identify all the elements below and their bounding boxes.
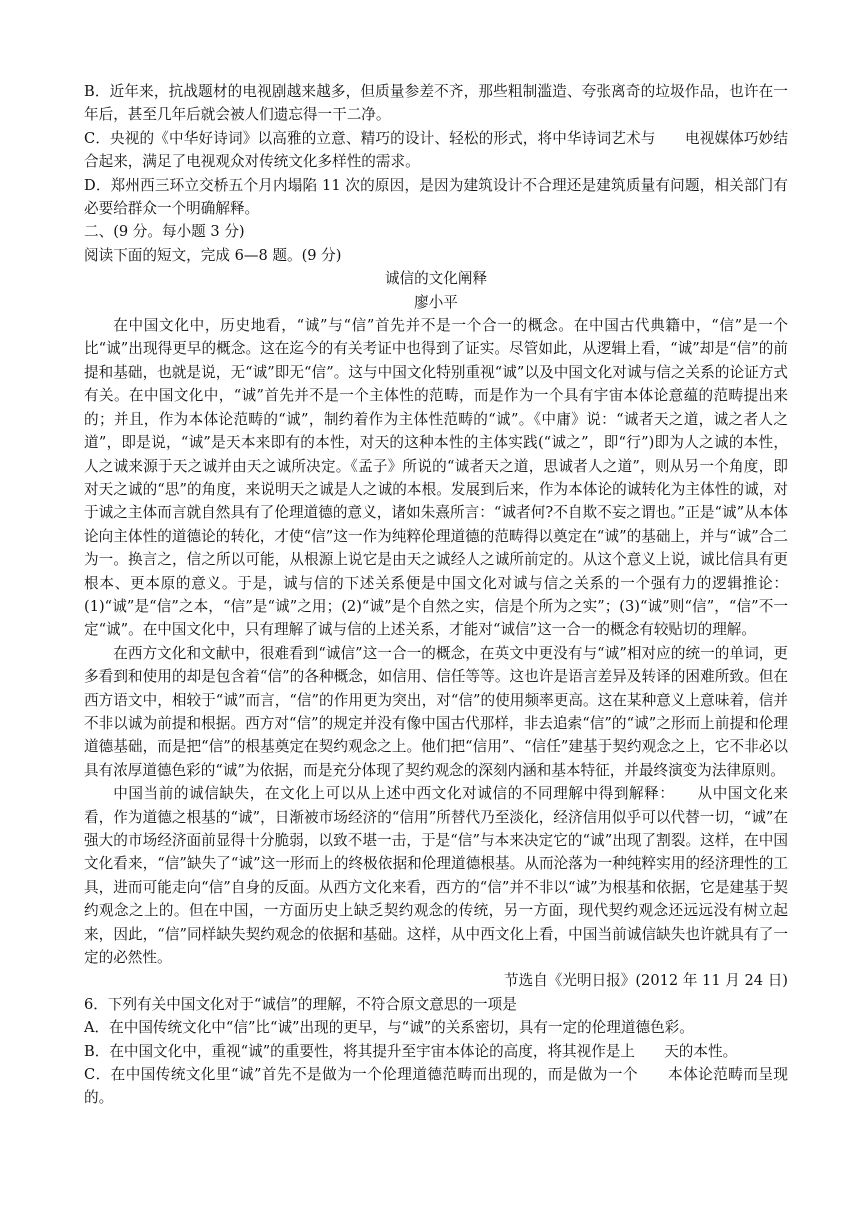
article-paragraph-3: 中国当前的诚信缺失，在文化上可以从上述中西文化对诚信的不同理解中得到解释： 从中国文化来看，作为道德之根基的“诚”，日渐被市场经济的“信用”所替代乃至淡化，经济信用似乎可以代替一切，“诚”在强大的市场经济面前显得十分脆弱，以致不堪一击，于是“信”与本来决定它的“诚”出现了割裂。这样，在中国文化看来，“信”缺失了“诚”这一形而上的终极依据和伦理道德根基。从而沦落为一种纯粹实用的经济理性的工具，进而可能走向“信”自身的反面。从西方文化来看，西方的“信”并不非以“诚”为根基和依据，它是建基于契约观念之上的。但在中国，一方面历史上缺乏契约观念的传统，另一方面，现代契约观念还远远没有树立起来，因此，“信”同样缺失契约观念的依据和基础。这样，从中西文化上看，中国当前诚信缺失也许就具有了一定的必然性。 [84,785,788,967]
exam-page [84,80,788,1110]
question-6-option-b: B．在中国文化中，重视“诚”的重要性，将其提升至宇宙本体论的高度，将其视作是上 天的本性。 [84,1042,738,1060]
option-c: C．央视的《中华好诗词》以高雅的立意、精巧的设计、轻松的形式，将中华诗词艺术与 电视媒体巧妙结合起来，满足了电视观众对传统文化多样性的需求。 [84,129,788,171]
option-d: D．郑州西三环立交桥五个月内塌陷 11 次的原因，是因为建筑设计不合理还是建筑质量有问题，相关部门有必要给群众一个明确解释。 [84,176,788,218]
article [84,267,788,993]
option-b: B．近年来，抗战题材的电视剧越来越多，但质量参差不齐，那些粗制滥造、夸张离奇的垃圾作品，也许在一年后，甚至几年后就会被人们遗忘得一干二净。 [84,83,788,124]
article-source: 节选自《光明日报》(2012 年 11 月 24 日) [504,972,788,990]
article-paragraph-2: 在西方文化和文献中，很难看到“诚信”这一合一的概念，在英文中更没有与“诚”相对应的统一的单词，更多看到和使用的却是包含着“信”的各种概念，如信用、信任等等。这也许是语言差异及转译的困难所致。但在西方语文中，相较于“诚”而言，“信”的作用更为突出，对“信”的使用频率更高。这在某种意义上意味着，信并不非以诚为前提和根据。西方对“信”的规定并没有像中国古代那样，非去追索“信”的“诚”之形而上前提和伦理道德基础，而是把“信”的根基奠定在契约观念之上。他们把“信用”、“信任”建基于契约观念之上，它不非必以具有浓厚道德色彩的“诚”为依据，而是充分体现了契约观念的深刻内涵和基本特征，并最终演变为法律原则。 [84,644,788,779]
previous-question-options [84,80,788,220]
question-6-option-a: A．在中国传统文化中“信”比“诚”出现的更早，与“诚”的关系密切，具有一定的伦理道德色彩。 [84,1019,694,1037]
article-author: 廖小平 [414,293,458,311]
article-paragraph-1: 在中国文化中，历史地看，“诚”与“信”首先并不是一个合一的概念。在中国古代典籍中，“信”是一个比“诚”出现得更早的概念。这在迄今的有关考证中也得到了证实。尽管如此，从逻辑上看，“诚”却是“信”的前提和基础，也就是说，无“诚”即无“信”。这与中国文化特别重视“诚”以及中国文化对诚与信之关系的论证方式有关。在中国文化中，“诚”首先并不是一个主体性的范畴，而是作为一个具有宇宙本体论意蕴的范畴提出来的；并且，作为本体论范畴的“诚”，制约着作为主体性范畴的“诚”。《中庸》说：“诚者天之道，诚之者人之道”，即是说，“诚”是天本来即有的本性，对天的这种本性的主体实践(“诚之”，即“行”)即为人之诚的本性，人之诚来源于天之诚并由天之诚所决定。《孟子》所说的“诚者天之道，思诚者人之道”，则从另一个角度，即对天之诚的“思”的角度，来说明天之诚是人之诚的本根。发展到后来，作为本体论的诚转化为主体性的诚，对于诚之主体而言就自然具有了伦理道德的意义，诸如朱熹所言：“诚者何?不自欺不妄之谓也。”正是“诚”从本体论向主体性的道德论的转化，才使“信”这一作为纯粹伦理道德的范畴得以奠定在“诚”的基础上，并与“诚”合二为一。换言之，信之所以可能，从根源上说它是由天之诚经人之诚所前定的。从这个意义上说，诚比信具有更根本、更本原的意义。于是，诚与信的下述关系便是中国文化对诚与信之关系的一个强有力的逻辑推论：(1)“诚”是“信”之本，“信”是“诚”之用；(2)“诚”是个自然之实，信是个所为之实”；(3)“诚”则“信”，“信”不一定“诚”。在中国文化中，只有理解了诚与信的上述关系，才能对“诚信”这一合一的概念有较贴切的理解。 [84,317,788,639]
section-heading: 二、(9 分。每小题 3 分) [84,223,245,241]
question-6-stem: 6．下列有关中国文化对于“诚信”的理解，不符合原文意思的一项是 [84,995,517,1013]
reading-instruction: 阅读下面的短文，完成 6—8 题。(9 分) [84,246,342,264]
question-6-option-c: C．在中国传统文化里“诚”首先不是做为一个伦理道德范畴而出现的，而是做为一个 本体论范畴而呈现的。 [84,1066,788,1107]
article-title: 诚信的文化阐释 [384,270,488,288]
question-6 [84,993,788,1110]
